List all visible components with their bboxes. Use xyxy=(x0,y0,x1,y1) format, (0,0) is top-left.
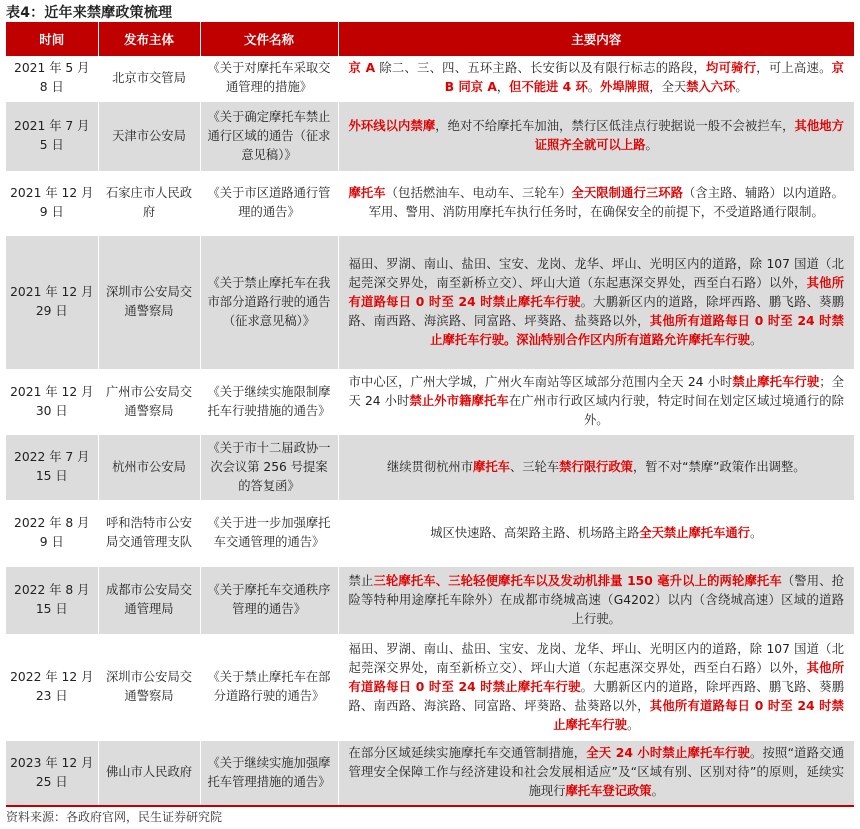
cell-time: 2021 年 7 月 5 日 xyxy=(6,101,98,171)
cell-document: 《关于确定摩托车禁止通行区域的通告（征求意见稿）》 xyxy=(200,101,338,171)
cell-document: 《关于对摩托车采取交通管理的措施》 xyxy=(200,56,338,101)
content-text: 。 xyxy=(749,525,763,540)
cell-content xyxy=(338,500,854,566)
cell-content xyxy=(338,101,854,171)
table-row xyxy=(6,56,854,101)
cell-content xyxy=(338,434,854,500)
content-text: 。 xyxy=(749,332,763,347)
cell-content xyxy=(338,566,854,634)
content-text: 。 xyxy=(735,80,748,95)
content-text: 市中心区，广州大学城，广州火车南站等区域部分范围内全天 24 小时 xyxy=(348,375,733,389)
highlight-text: 其他所有道路每日 0 时至 24 时禁止摩托车行驶 xyxy=(348,275,844,309)
content-text: （含主路、辅路）以内道路。军用、警用、消防用摩托车执行任务时，在确保安全的前提下，不受道路通行限制。 xyxy=(368,186,844,219)
cell-issuer: 呼和浩特市公安局交通管理支队 xyxy=(98,500,200,566)
header-document: 文件名称 xyxy=(200,22,338,56)
cell-time: 2021 年 12 月 29 日 xyxy=(6,235,98,369)
table-row xyxy=(6,434,854,500)
table-row xyxy=(6,171,854,235)
content-text: 除二、三、四、五环主路、长安街以及有限行标志的路段， xyxy=(375,61,706,76)
header-content: 主要内容 xyxy=(338,22,854,56)
content-text: 在部分区域延续实施摩托车交通管制措施， xyxy=(348,746,587,761)
table-row xyxy=(6,101,854,171)
cell-content xyxy=(338,369,854,434)
table-header-row xyxy=(6,22,854,56)
content-text: 继续贯彻杭州市 xyxy=(386,459,474,474)
table-row xyxy=(6,740,854,806)
source-note: 资料来源：各政府官网，民生证券研究院 xyxy=(6,810,223,824)
content-text: ，暂不对“禁摩”政策作出调整。 xyxy=(632,459,806,474)
cell-time: 2022 年 8 月 9 日 xyxy=(6,500,98,566)
cell-issuer: 成都市公安局交通管理局 xyxy=(98,566,200,634)
highlight-text: 其他地方证照齐全就可以上路 xyxy=(534,119,844,152)
content-text: 禁止 xyxy=(348,573,374,588)
highlight-text: 但不能进 4 环 xyxy=(509,80,588,95)
cell-document: 《关于禁止摩托车在我市部分道路行驶的通告（征求意见稿）》 xyxy=(200,235,338,369)
content-text: 、三轮车 xyxy=(509,459,560,474)
content-text: （警用、抢险等特种用途摩托车除外）在成都市绕城高速（G4202）以内（含绕城高速）区域的道路上行驶。 xyxy=(348,573,844,626)
content-text: 在广州市行政区域内行驶，特定时间在划定区域过境通行的除外。 xyxy=(508,394,844,427)
highlight-text: 禁止外市籍摩托车 xyxy=(409,394,509,408)
cell-content xyxy=(338,634,854,740)
cell-content xyxy=(338,235,854,369)
cell-content xyxy=(338,740,854,806)
table-row xyxy=(6,500,854,566)
highlight-text: 全天限制通行三环路 xyxy=(571,186,683,200)
content-text: ，可上高速。 xyxy=(756,61,832,76)
content-text: ，绝对不给摩托车加油，禁行区低洼点行驶据说一般不会被拦车， xyxy=(435,119,795,133)
cell-content xyxy=(338,171,854,235)
cell-time: 2022 年 12 月 23 日 xyxy=(6,634,98,740)
cell-issuer: 佛山市人民政府 xyxy=(98,740,200,806)
cell-time: 2021 年 12 月 30 日 xyxy=(6,369,98,434)
highlight-text: 摩托车 xyxy=(473,459,510,474)
highlight-text: 摩托车登记政策 xyxy=(565,784,652,799)
cell-issuer: 广州市公安局交通警察局 xyxy=(98,369,200,434)
cell-document: 《关于继续实施限制摩托车行驶措施的通告》 xyxy=(200,369,338,434)
header-issuer: 发布主体 xyxy=(98,22,200,56)
highlight-text: 其他所有道路每日 0 时至 24 时禁止摩托车行驶 xyxy=(553,698,844,732)
highlight-text: 禁止摩托车行驶 xyxy=(732,375,820,389)
cell-document: 《关于市区道路通行管理的通告》 xyxy=(200,171,338,235)
cell-issuer: 天津市公安局 xyxy=(98,101,200,171)
policy-table xyxy=(6,22,854,807)
highlight-text: 全天 24 小时禁止摩托车行驶 xyxy=(586,746,751,761)
content-text: 。大鹏新区内的道路，除坪西路、鹏飞路、葵鹏路、南西路、海滨路、同富路、坪葵路、盐葵路以外， xyxy=(348,679,844,713)
cell-time: 2022 年 8 月 15 日 xyxy=(6,566,98,634)
content-text: 。按照“道路交通管理安全保障工作与经济建设和社会发展相适应”及“区域有别、区别对待”的原则，延续实施现行 xyxy=(348,746,844,799)
cell-issuer: 石家庄市人民政府 xyxy=(98,171,200,235)
highlight-text: 外环线以内禁摩 xyxy=(348,119,436,133)
cell-issuer: 杭州市公安局 xyxy=(98,434,200,500)
cell-document: 《关于继续实施加强摩托车管理措施的通告》 xyxy=(200,740,338,806)
cell-content xyxy=(338,56,854,101)
highlight-text: 其他所有道路每日 0 时至 24 时禁止摩托车行驶。深汕特别合作区内所有道路允许摩托车行驶 xyxy=(430,313,844,347)
content-text: （包括燃油车、电动车、三轮车） xyxy=(385,186,572,200)
cell-document: 《关于摩托车交通秩序管理的通告》 xyxy=(200,566,338,634)
content-text: ；全天 24 小时 xyxy=(348,375,844,408)
highlight-text: 三轮摩托车、三轮轻便摩托车以及发动机排量 150 毫升以上的两轮摩托车 xyxy=(373,573,782,588)
cell-time: 2023 年 12 月 25 日 xyxy=(6,740,98,806)
cell-issuer: 北京市交管局 xyxy=(98,56,200,101)
table-row xyxy=(6,634,854,740)
content-text: ， xyxy=(496,80,510,95)
content-text: 。 xyxy=(651,784,664,799)
highlight-text: 外埠牌照 xyxy=(600,80,650,95)
header-time: 时间 xyxy=(6,22,98,56)
highlight-text: 京 A xyxy=(348,61,376,76)
table-row xyxy=(6,235,854,369)
content-text: 福田、罗湖、南山、盐田、宝安、龙岗、龙华、坪山、光明区内的道路，除 107 国道（北起莞深交界处，南至新桥立交）、坪山大道（东起惠深交界处，西至白石路）以外， xyxy=(348,256,844,290)
table-row xyxy=(6,369,854,434)
cell-document: 《关于市十二届政协一次会议第 256 号提案的答复函》 xyxy=(200,434,338,500)
cell-time: 2021 年 12 月 9 日 xyxy=(6,171,98,235)
content-text: 。 xyxy=(645,138,658,152)
content-text: 城区快速路、高架路主路、机场路主路 xyxy=(430,525,640,540)
table-row xyxy=(6,566,854,634)
content-text: 。 xyxy=(587,80,601,95)
cell-document: 《关于进一步加强摩托车交通管理的通告》 xyxy=(200,500,338,566)
highlight-text: 禁行限行政策 xyxy=(559,459,633,474)
highlight-text: 均可骑行 xyxy=(706,61,757,76)
content-text: 福田、罗湖、南山、盐田、宝安、龙岗、龙华、坪山、光明区内的道路，除 107 国道（北起莞深交界处，南至新桥立交）、坪山大道（东起惠深交界处，西至白石路）以外， xyxy=(348,641,844,675)
cell-document: 《关于禁止摩托车在部分道路行驶的通告》 xyxy=(200,634,338,740)
content-text: 。 xyxy=(626,717,640,732)
content-text: ，全天 xyxy=(649,80,687,95)
content-text: 。大鹏新区内的道路，除坪西路、鹏飞路、葵鹏路、南西路、海滨路、同富路、坪葵路、盐葵路以外， xyxy=(348,294,844,328)
cell-time: 2022 年 7 月 15 日 xyxy=(6,434,98,500)
highlight-text: 京 B 同京 A xyxy=(444,61,844,95)
highlight-text: 全天禁止摩托车通行 xyxy=(639,525,750,540)
table-title: 表4：近年来禁摩政策梳理 xyxy=(6,5,173,21)
cell-issuer: 深圳市公安局交通警察局 xyxy=(98,634,200,740)
highlight-text: 摩托车 xyxy=(348,186,386,200)
cell-time: 2021 年 5 月 8 日 xyxy=(6,56,98,101)
highlight-text: 其他所有道路每日 0 时至 24 时禁止摩托车行驶 xyxy=(348,660,844,694)
highlight-text: 禁入六环 xyxy=(686,80,736,95)
cell-issuer: 深圳市公安局交通警察局 xyxy=(98,235,200,369)
